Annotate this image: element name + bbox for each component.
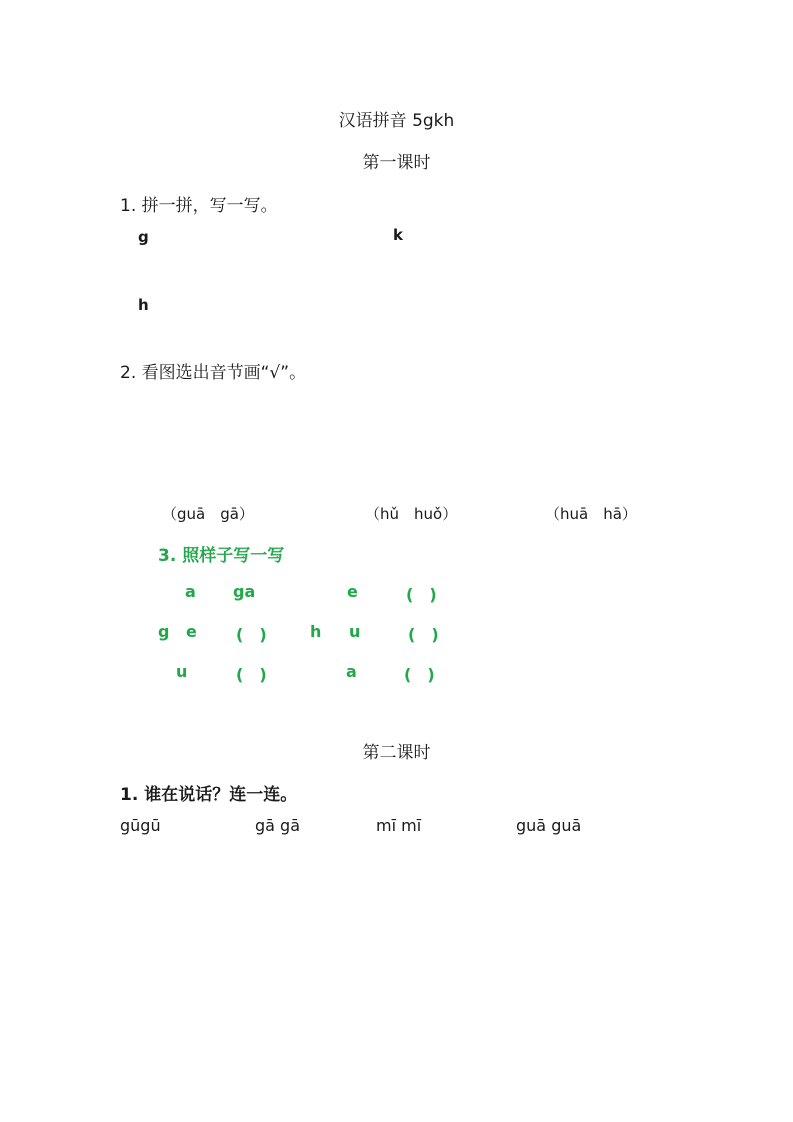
question-2-label: 2. 看图选出音节画“√”。 [120,363,307,383]
answer-blank: ( ) [408,625,439,644]
letter-k: k [393,226,403,244]
initial-h: h [310,622,322,641]
lesson-2-heading: 第二课时 [362,743,431,763]
vowel-e: e [347,582,358,601]
initial-g: g [158,622,170,641]
example-answer-ga: ga [233,582,256,601]
vowel-u: u [349,622,361,641]
sound-guagua: guā guā [516,816,582,835]
vowel-e: e [186,622,197,641]
answer-blank: ( ) [404,665,435,684]
example-vowel-a: a [185,582,196,601]
sound-mimi: mī mī [376,816,422,835]
question-3-label: 3. 照样子写一写 [158,546,285,566]
sound-gaga: gā gā [255,816,301,835]
vowel-a: a [346,662,357,681]
answer-blank: ( ) [406,585,437,604]
answer-blank: ( ) [236,665,267,684]
lesson-1-heading: 第一课时 [362,153,431,173]
vowel-u: u [176,662,188,681]
answer-blank: ( ) [236,625,267,644]
syllable-option-1: （guā gā） [162,505,254,523]
syllable-option-2: （hǔ huǒ） [365,505,458,523]
question-1-label: 1. 拼一拼，写一写。 [120,196,278,216]
document-title: 汉语拼音 5gkh [338,111,455,131]
lesson-2-question-1-label: 1. 谁在说话？连一连。 [120,785,298,805]
letter-h: h [138,296,149,314]
sound-gugu: gūgū [120,816,161,835]
letter-g: g [138,228,149,246]
syllable-option-3: （huā hā） [545,505,637,523]
